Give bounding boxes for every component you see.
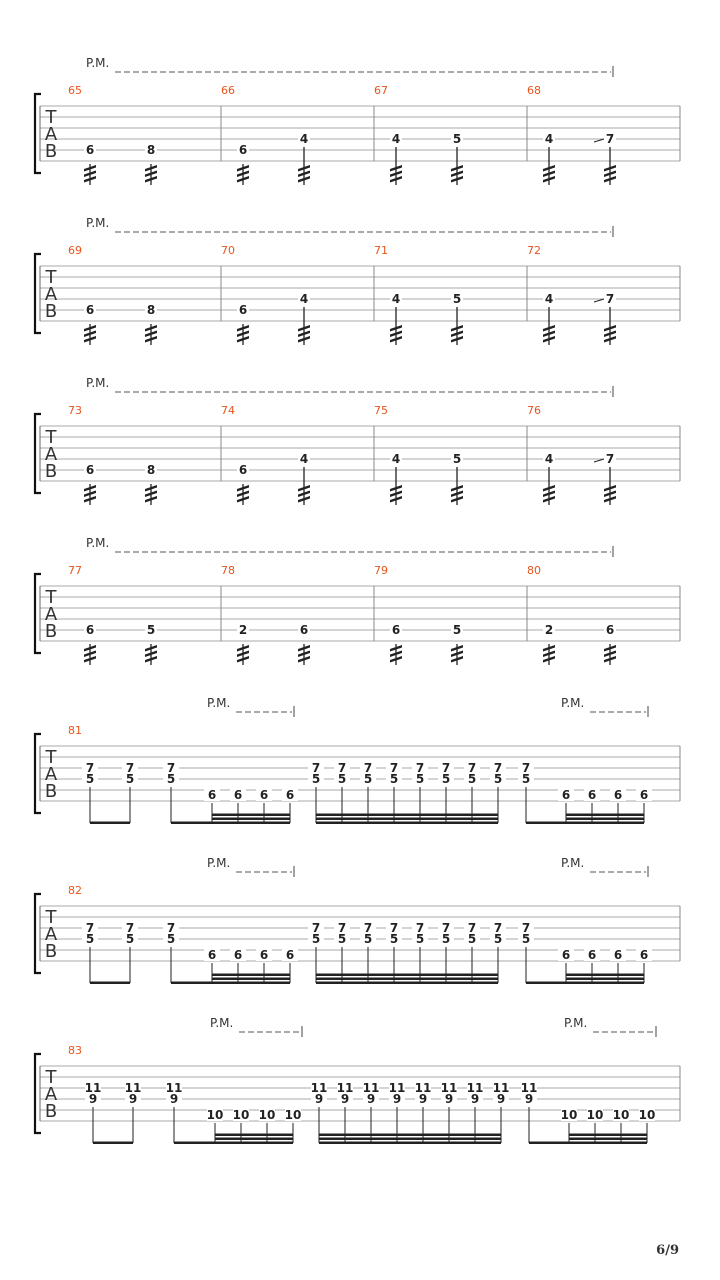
fret-number-single: 6: [639, 788, 649, 802]
beam: [212, 822, 290, 825]
beam: [566, 822, 644, 825]
tab-clef-letter: A: [44, 764, 58, 785]
fret-number-low: 9: [366, 1092, 376, 1106]
fret-number: 5: [452, 132, 462, 146]
bar-number: 79: [374, 564, 388, 577]
tab-clef-letter: T: [45, 427, 57, 448]
beam: [215, 1142, 293, 1145]
fret-number-high: 7: [166, 761, 176, 775]
beam: [566, 814, 644, 817]
fret-number-high: 7: [493, 921, 503, 935]
tab-system-2: [35, 376, 680, 505]
fret-number-low: 9: [314, 1092, 324, 1106]
fret-number-single: 6: [561, 948, 571, 962]
tab-system-6: [35, 1016, 680, 1144]
tab-clef-letter: A: [44, 444, 58, 465]
fret-number-single: 6: [639, 948, 649, 962]
tab-clef-letter: A: [44, 1084, 58, 1105]
fret-number-low: 9: [496, 1092, 506, 1106]
fret-number-low: 5: [337, 932, 347, 946]
beam: [566, 982, 644, 985]
fret-number-high: 7: [441, 921, 451, 935]
beam: [90, 982, 130, 985]
beam: [316, 978, 498, 981]
fret-number-low: 5: [85, 932, 95, 946]
bar-number: 65: [68, 84, 82, 97]
fret-number-high: 11: [124, 1081, 142, 1095]
fret-number: 6: [85, 143, 95, 157]
fret-number-low: 5: [415, 932, 425, 946]
fret-number-high: 7: [493, 761, 503, 775]
beam: [215, 1134, 293, 1137]
fret-number: 4: [299, 292, 309, 306]
fret-number-low: 9: [169, 1092, 179, 1106]
tab-clef-letter: T: [45, 107, 57, 128]
tab-system-3: [35, 536, 680, 665]
fret-number: 5: [146, 623, 156, 637]
bar-number: 80: [527, 564, 541, 577]
bar-number: 74: [221, 404, 235, 417]
tab-clef-letter: B: [44, 941, 58, 962]
fret-number-high: 11: [84, 1081, 102, 1095]
bar-number: 82: [68, 884, 82, 897]
beam: [319, 1142, 501, 1145]
beam: [569, 1134, 647, 1137]
fret-number: 4: [544, 452, 554, 466]
fret-number-low: 5: [85, 772, 95, 786]
fret-number: 6: [238, 463, 248, 477]
fret-number-single: 10: [284, 1108, 302, 1122]
fret-number-single: 6: [285, 948, 295, 962]
fret-number-high: 7: [521, 761, 531, 775]
fret-number-low: 9: [418, 1092, 428, 1106]
tab-clef-letter: A: [44, 604, 58, 625]
beam: [90, 822, 130, 825]
fret-number: 6: [85, 623, 95, 637]
fret-number: 6: [85, 463, 95, 477]
tab-clef-letter: T: [45, 907, 57, 928]
palm-mute-label: P.M.: [561, 696, 585, 710]
beam: [316, 974, 498, 977]
fret-number-high: 11: [440, 1081, 458, 1095]
fret-number-single: 6: [561, 788, 571, 802]
fret-number-high: 7: [311, 921, 321, 935]
fret-number: 7: [605, 452, 615, 466]
tab-clef-letter: T: [45, 1067, 57, 1088]
fret-number: 6: [238, 303, 248, 317]
fret-number: 6: [299, 623, 309, 637]
beam: [569, 1138, 647, 1141]
bar-number: 76: [527, 404, 541, 417]
tab-clef-letter: B: [44, 461, 58, 482]
fret-number-high: 7: [415, 761, 425, 775]
fret-number-high: 11: [336, 1081, 354, 1095]
tab-clef-letter: T: [45, 267, 57, 288]
fret-number-high: 7: [467, 761, 477, 775]
fret-number-single: 10: [232, 1108, 250, 1122]
palm-mute-label: P.M.: [210, 1016, 234, 1030]
fret-number-single: 10: [206, 1108, 224, 1122]
fret-number: 6: [391, 623, 401, 637]
tab-clef-letter: B: [44, 781, 58, 802]
beam: [566, 974, 644, 977]
fret-number-single: 6: [207, 948, 217, 962]
fret-number-low: 9: [88, 1092, 98, 1106]
fret-number-single: 10: [258, 1108, 276, 1122]
fret-number-single: 10: [586, 1108, 604, 1122]
fret-number-high: 11: [165, 1081, 183, 1095]
palm-mute-label: P.M.: [207, 696, 231, 710]
palm-mute-label: P.M.: [86, 216, 110, 230]
tab-clef-letter: B: [44, 141, 58, 162]
fret-number-high: 11: [492, 1081, 510, 1095]
tab-clef-letter: A: [44, 284, 58, 305]
fret-number-low: 5: [493, 932, 503, 946]
fret-number-high: 7: [389, 761, 399, 775]
fret-number: 4: [299, 132, 309, 146]
beam: [319, 1138, 501, 1141]
fret-number-low: 5: [441, 932, 451, 946]
fret-number: 4: [544, 132, 554, 146]
fret-number-low: 5: [493, 772, 503, 786]
beam: [566, 978, 644, 981]
fret-number-high: 11: [310, 1081, 328, 1095]
fret-number-high: 7: [125, 761, 135, 775]
fret-number-high: 11: [414, 1081, 432, 1095]
fret-number-low: 5: [467, 772, 477, 786]
beam: [212, 982, 290, 985]
beam: [212, 818, 290, 821]
fret-number-single: 6: [613, 788, 623, 802]
bar-number: 83: [68, 1044, 82, 1057]
tab-clef-letter: A: [44, 924, 58, 945]
fret-number: 2: [544, 623, 554, 637]
fret-number-single: 6: [233, 948, 243, 962]
fret-number-single: 6: [259, 948, 269, 962]
bar-number: 72: [527, 244, 541, 257]
fret-number: 6: [605, 623, 615, 637]
bar-number: 77: [68, 564, 82, 577]
bar-number: 66: [221, 84, 235, 97]
fret-number: 5: [452, 623, 462, 637]
fret-number: 5: [452, 452, 462, 466]
fret-number-single: 10: [560, 1108, 578, 1122]
fret-number: 4: [391, 292, 401, 306]
fret-number-low: 9: [128, 1092, 138, 1106]
palm-mute-label: P.M.: [564, 1016, 588, 1030]
beam: [566, 818, 644, 821]
fret-number-high: 7: [415, 921, 425, 935]
bar-number: 71: [374, 244, 388, 257]
fret-number: 7: [605, 132, 615, 146]
fret-number-low: 5: [337, 772, 347, 786]
fret-number-high: 7: [311, 761, 321, 775]
fret-number: 4: [544, 292, 554, 306]
fret-number-low: 9: [444, 1092, 454, 1106]
beam: [316, 814, 498, 817]
fret-number-high: 7: [389, 921, 399, 935]
beam: [316, 822, 498, 825]
fret-number-high: 7: [441, 761, 451, 775]
tab-clef-letter: B: [44, 621, 58, 642]
fret-number-low: 5: [467, 932, 477, 946]
fret-number-low: 5: [125, 932, 135, 946]
fret-number-single: 6: [285, 788, 295, 802]
fret-number: 8: [146, 463, 156, 477]
fret-number-low: 5: [389, 932, 399, 946]
fret-number-low: 5: [363, 772, 373, 786]
fret-number-low: 5: [415, 772, 425, 786]
fret-number: 5: [452, 292, 462, 306]
fret-number-high: 11: [466, 1081, 484, 1095]
palm-mute-label: P.M.: [86, 56, 110, 70]
beam: [319, 1134, 501, 1137]
tab-clef-letter: B: [44, 1101, 58, 1122]
beam: [569, 1142, 647, 1145]
fret-number: 8: [146, 303, 156, 317]
fret-number-high: 7: [85, 921, 95, 935]
bar-number: 73: [68, 404, 82, 417]
bar-number: 67: [374, 84, 388, 97]
tab-clef-letter: A: [44, 124, 58, 145]
fret-number: 6: [85, 303, 95, 317]
tab-system-0: [35, 56, 680, 185]
bar-number: 81: [68, 724, 82, 737]
fret-number-low: 5: [166, 772, 176, 786]
fret-number-low: 9: [470, 1092, 480, 1106]
fret-number-single: 6: [587, 788, 597, 802]
fret-number-single: 6: [259, 788, 269, 802]
fret-number: 4: [299, 452, 309, 466]
tab-clef-letter: B: [44, 301, 58, 322]
fret-number-high: 11: [520, 1081, 538, 1095]
fret-number-single: 6: [587, 948, 597, 962]
fret-number-low: 5: [311, 932, 321, 946]
fret-number: 8: [146, 143, 156, 157]
beam: [316, 818, 498, 821]
fret-number-high: 7: [125, 921, 135, 935]
palm-mute-label: P.M.: [86, 536, 110, 550]
bar-number: 69: [68, 244, 82, 257]
fret-number-high: 7: [337, 761, 347, 775]
beam: [93, 1142, 133, 1145]
fret-number-single: 6: [613, 948, 623, 962]
fret-number-low: 5: [521, 772, 531, 786]
bar-number: 78: [221, 564, 235, 577]
beam: [316, 982, 498, 985]
bar-number: 75: [374, 404, 388, 417]
beam: [212, 978, 290, 981]
fret-number-low: 5: [521, 932, 531, 946]
palm-mute-label: P.M.: [561, 856, 585, 870]
fret-number-high: 11: [388, 1081, 406, 1095]
fret-number: 6: [238, 143, 248, 157]
tab-clef-letter: T: [45, 587, 57, 608]
tab-system-4: [35, 696, 680, 824]
palm-mute-label: P.M.: [86, 376, 110, 390]
fret-number-single: 6: [207, 788, 217, 802]
fret-number-low: 9: [524, 1092, 534, 1106]
fret-number-high: 7: [166, 921, 176, 935]
fret-number-high: 7: [363, 921, 373, 935]
fret-number-high: 7: [467, 921, 477, 935]
bar-number: 70: [221, 244, 235, 257]
fret-number-low: 5: [311, 772, 321, 786]
palm-mute-label: P.M.: [207, 856, 231, 870]
fret-number-low: 5: [441, 772, 451, 786]
fret-number-low: 5: [125, 772, 135, 786]
fret-number-high: 7: [337, 921, 347, 935]
fret-number-low: 5: [363, 932, 373, 946]
fret-number-low: 9: [392, 1092, 402, 1106]
page-indicator: 6/9: [656, 1243, 679, 1258]
beam: [212, 974, 290, 977]
tab-system-1: [35, 216, 680, 345]
bar-number: 68: [527, 84, 541, 97]
fret-number-single: 10: [612, 1108, 630, 1122]
fret-number-low: 5: [389, 772, 399, 786]
fret-number: 4: [391, 132, 401, 146]
fret-number-high: 7: [363, 761, 373, 775]
fret-number: 4: [391, 452, 401, 466]
fret-number-single: 6: [233, 788, 243, 802]
fret-number: 2: [238, 623, 248, 637]
fret-number-single: 10: [638, 1108, 656, 1122]
tab-clef-letter: T: [45, 747, 57, 768]
beam: [215, 1138, 293, 1141]
fret-number-low: 5: [166, 932, 176, 946]
fret-number-low: 9: [340, 1092, 350, 1106]
tab-system-5: [35, 856, 680, 984]
fret-number-high: 7: [521, 921, 531, 935]
fret-number-high: 11: [362, 1081, 380, 1095]
fret-number: 7: [605, 292, 615, 306]
fret-number-high: 7: [85, 761, 95, 775]
beam: [212, 814, 290, 817]
